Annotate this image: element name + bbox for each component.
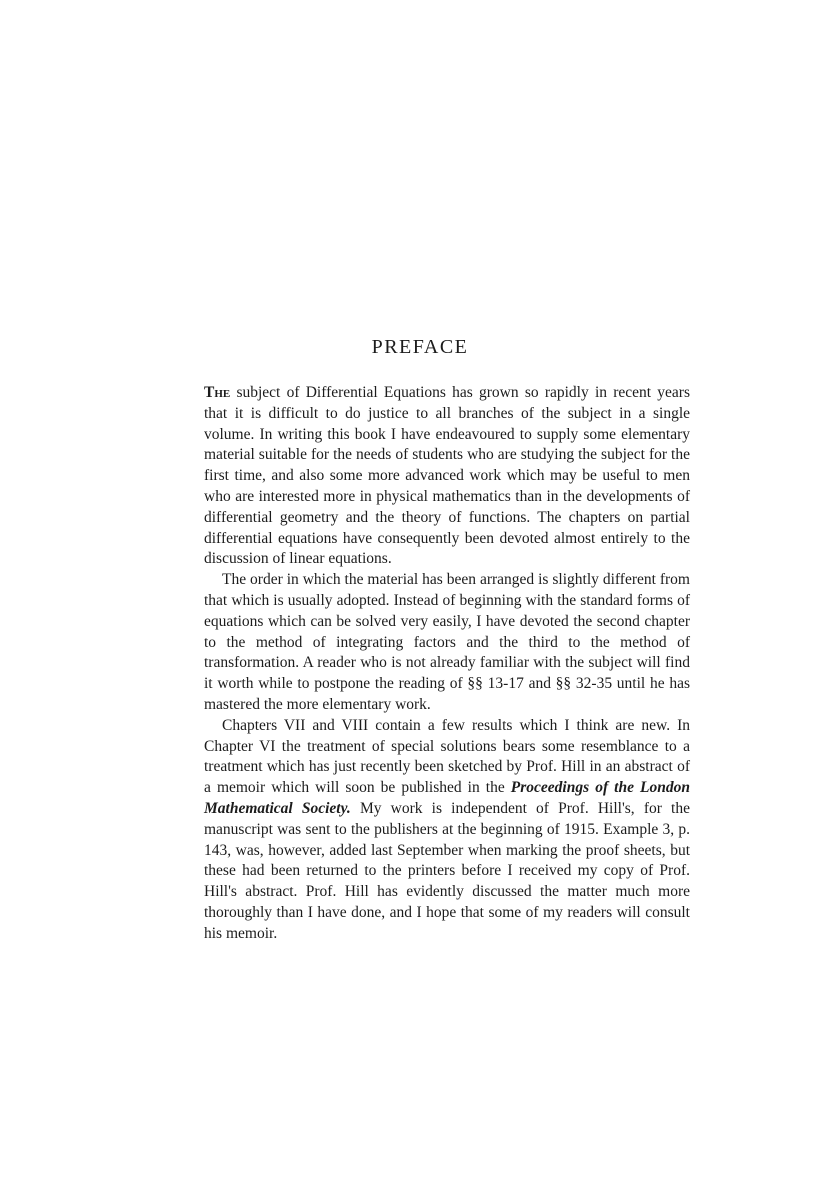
paragraph-1	[204, 383, 690, 570]
paragraph-lead-word: The	[204, 384, 231, 401]
paragraph-3-text-before: Chapters VII and VIII contain a few results which I think are new. In Chapter VI the treatment of special solutions bears some resemblance to a treatment which has just recently been sketched by Prof. Hill in an abstract of a memoir which will soon be published in the	[204, 716, 690, 797]
paragraph-1-text: subject of Differential Equations has grown so rapidly in recent years that it is difficult to do justice to all branches of the subject in a single volume. In writing this book I have endeavoured to supply some elementary material suitable for the needs of students who are studying the subject for the first time, and also some more advanced work which may be useful to men who are interested more in physical mathematics than in the developments of differential geometry and the theory of functions. The chapters on partial differential equations have consequently been devoted almost entirely to the discussion of linear equations.	[204, 384, 690, 568]
preface-body	[204, 383, 690, 945]
page-title: PREFACE	[371, 336, 469, 358]
paragraph-3	[204, 716, 690, 945]
paragraph-2-text: The order in which the material has been arranged is slightly different from that which is usually adopted. Instead of beginning with the standard forms of equations which can be solved very easily, I have devoted the second chapter to the method of integrating factors and the third to the method of transformation. A reader who is not already familiar with the subject will find it worth while to postpone the reading of §§ 13-17 and §§ 32-35 until he has mastered the more elementary work.	[204, 571, 690, 713]
paragraph-2	[204, 570, 690, 716]
paragraph-3-text-after: My work is independent of Prof. Hill's, for the manuscript was sent to the publishers at the beginning of 1915. Example 3, p. 143, was, however, added last September when marking the proof sheets, but these had been returned to the printers before I received my copy of Prof. Hill's abstract. Prof. Hill has evidently discussed the matter much more thoroughly than I have done, and I hope that some of my readers will consult his memoir.	[204, 799, 690, 942]
journal-title: Proceedings of the London Mathematical Society.	[204, 779, 690, 817]
